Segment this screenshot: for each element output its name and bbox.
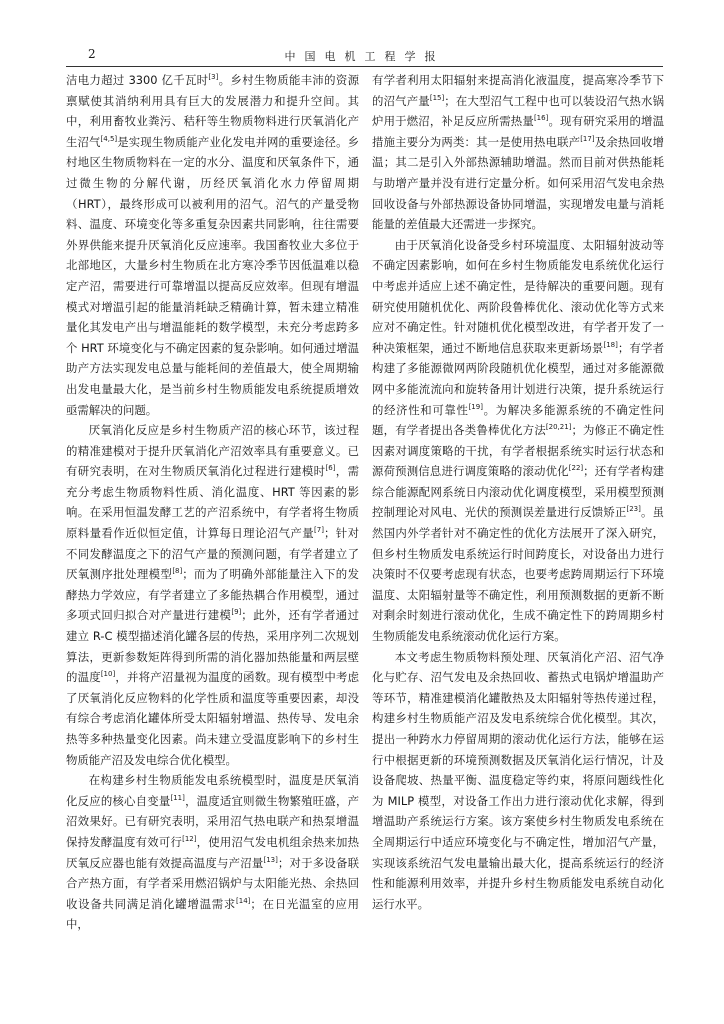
- page-number: 2: [88, 47, 96, 61]
- journal-title: 中国电机工程学报: [284, 50, 445, 63]
- body-text: ，并将产沼量视为温度的函数。现有模型中考虑了厌氧消化反应物料的化学性质和温度等重要因素，却没有综合考虑消化罐体所受太阳辐射增温、热传导、发电余热等多种热量变化因素。尚未建立受温度影响下的乡村生物质能产沼及发电综合优化模型。: [66, 670, 359, 767]
- paragraph: [372, 235, 664, 647]
- paragraph: [66, 70, 359, 420]
- citation-ref: [13]: [263, 855, 278, 864]
- paragraph: [372, 70, 664, 235]
- citation-ref: [10]: [100, 670, 116, 679]
- body-text: ，需充分考虑生物质物料性质、消化温度、HRT 等因素的影响。在采用恒温发酵工艺的产沼系统中，有学者将生物质原料量看作近似恒定值，计算每日理论沼气产量: [66, 464, 359, 541]
- body-text: 。乡村生物质能丰沛的资源禀赋使其消纳利用具有巨大的发展潜力和提升空间。其中，利用畜牧业粪污、秸秆等生物质物料进行厌氧消化产生沼气: [66, 73, 359, 149]
- body-text: 本文考虑生物质物料预处理、厌氧消化产沼、沼气净化与贮存、沼气发电及余热回收、蓄热式电锅炉增温助产等环节，精准建模消化罐散热及太阳辐射等热传递过程，构建乡村生物质能产沼及发电系统综合优化模型。其次，提出一种跨水力停留周期的滚动优化运行方法，能够在运行中根据更新的环境预测数据及厌氧消化运行情况，计及设备爬坡、热量平衡、温度稳定等约束，将原问题线性化为 MILP 模型，对设备工作出力进行滚动优化求解，得到增温助产系统运行方案。该方案使乡村生物质发电系统在全周期运行中适应环境变化与不确定性，增加沼气产量，实现该系统沼气发电量输出最大化，提高系统运行的经济性和能源利用效率，并提升乡村生物质能发电系统自动化运行水平。: [372, 649, 664, 911]
- body-text: ；此外，还有学者通过建立 R-C 模型描述消化罐各层的传热，采用序列二次规划算法，更新参数矩阵得到所需的消化器加热能量和两层壁的温度: [66, 608, 359, 685]
- running-header: [66, 46, 663, 67]
- citation-ref: [15]: [429, 93, 445, 102]
- right-column: [372, 70, 664, 914]
- body-text: ；而为了明确外部能量注入下的发酵热力学效应，有学者建立了多能热耦合作用模型，通过多项式回归拟合对产量进行建模: [66, 567, 359, 623]
- body-text: 及余热回收增温；其二是引入外部热源辅助增温。然而目前对供热能耗与助增产量并没有进行定量分析。如何采用沼气发电余热回收设备与外部热源设备协同增温，实现增发电量与消耗能量的差值最大还需进一步探究。: [372, 134, 664, 232]
- body-text: ；在大型沼气工程中也可以装设沼气热水锅炉用于燃沼，补足反应所需热量: [372, 93, 664, 129]
- citation-ref: [6]: [325, 464, 336, 473]
- body-text: 有学者利用太阳辐射来提高消化液温度，提高寒冷季节下的沼气产量: [372, 73, 664, 108]
- citation-ref: [7]: [314, 526, 324, 535]
- body-text: ；为修正不确定性因素对调度策略的干扰，有学者根据系统实时运行状态和源荷预测信息进行调度策略的滚动优化: [372, 423, 664, 479]
- citation-ref: [22]: [568, 464, 584, 473]
- body-text: 。虽然国内外学者针对不确定性的优化方法展开了深入研究，但乡村生物质发电系统运行时间跨度长，对设备出力进行决策时不仅要考虑现有状态，也要考虑跨周期运行下环境温度、太阳辐射量等不确定性，利用预测数据的更新不断对剩余时刻进行滚动优化，生成不确定性下的跨周期乡村生物质能发电系统滚动优化运行方案。: [372, 505, 664, 644]
- body-text: 洁电力超过 3300 亿千瓦时: [66, 73, 209, 87]
- body-text: ；针对不同发酵温度之下的沼气产量的预测问题，有学者建立了厌氧测序批处理模型: [66, 526, 359, 582]
- citation-ref: [14]: [236, 896, 251, 905]
- body-text: 在构建乡村生物质能发电系统模型时，温度是厌氧消化反应的核心自变量: [66, 773, 359, 808]
- citation-ref: [17]: [580, 134, 595, 143]
- left-column: [66, 70, 359, 935]
- paragraph: [372, 647, 664, 915]
- citation-ref: [23]: [626, 505, 641, 514]
- body-text: 。现有研究采用的增温措施主要分为两类：其一是使用热电联产: [372, 114, 664, 149]
- body-text: 厌氧消化反应是乡村生物质产沼的核心环节，该过程的精准建模对于提升厌氧消化产沼效率具有重要意义。已有研究表明，在对生物质厌氧消化过程进行建模时: [66, 423, 359, 479]
- citation-ref: [9]: [231, 608, 242, 617]
- body-text: ；还有学者构建综合能源配网系统日内滚动优化调度模型，采用模型预测控制理论对风电、光伏的预测误差量进行反馈矫正: [372, 464, 664, 520]
- paragraph: [66, 420, 359, 770]
- citation-ref: [11]: [170, 793, 185, 802]
- citation-ref: [19]: [468, 402, 483, 411]
- body-text: ，使用沼气发电机组余热来加热厌氧反应器也能有效提高温度与产沼量: [66, 834, 359, 870]
- citation-ref: [16]: [533, 114, 549, 123]
- citation-ref: [12]: [182, 835, 197, 844]
- citation-ref: [18]: [603, 340, 618, 349]
- citation-ref: [20,21]: [545, 423, 572, 432]
- body-text: ；在日光温室的应用中，: [66, 896, 359, 932]
- citation-ref: [4,5]: [100, 134, 118, 143]
- body-text: 由于厌氧消化设备受乡村环境温度、太阳辐射波动等不确定因素影响，如何在乡村生物质能发电系统优化运行中考虑并适应上述不确定性，是待解决的重要问题。现有研究使用随机优化、两阶段鲁棒优化、滚动优化等方式来应对不确定性。针对随机优化模型改进，有学者开发了一种决策框架，通过不断地信息获取来更新场景: [372, 237, 664, 355]
- citation-ref: [8]: [172, 567, 183, 576]
- body-text: 。为解决多能源系统的不确定性问题，有学者提出各类鲁棒优化方法: [372, 402, 664, 438]
- paragraph: [66, 770, 359, 935]
- body-text: ；对于多设备联合产热方面，有学者采用燃沼锅炉与太阳能光热、余热回收设备共同满足消化罐增温需求: [66, 855, 359, 911]
- body-text: ，温度适宜则微生物繁殖旺盛，产沼效果好。已有研究表明，采用沼气热电联产和热泵增温保持发酵温度有效可行: [66, 793, 359, 849]
- body-text: 是实现生物质能产业化发电并网的重要途径。乡村地区生物质物料在一定的水分、温度和厌氧条件下，通过微生物的分解代谢，历经厌氧消化水力停留周期（HRT），最终形成可以被利用的沼气。沼气的产量受物料、温度、环境变化等多重复杂因素共同影响，往往需要外界供能来提升厌氧消化反应速率。我国畜牧业大多位于北部地区，大量乡村生物质在北方寒冷季节因低温难以稳定产沼，需要进行可靠增温以提高反应效率。但现有增温模式对增温引起的能量消耗缺乏精确计算，暂未建立精准量化其发电产出与增温能耗的数学模型，未充分考虑跨多个 HRT 环境变化与不确定因素的复杂影响。如何通过增温助产方法实现发电总量与能耗间的差值最大，使全周期输出发电量最大化，是当前乡村生物质能发电系统提质增效亟需解决的问题。: [66, 134, 359, 417]
- citation-ref: [3]: [208, 73, 219, 82]
- body-text: ；有学者构建了多能源微网两阶段随机优化模型，通过对多能源微网中多能流流向和旋转备用计划进行决策，提升系统运行的经济性和可靠性: [372, 340, 664, 417]
